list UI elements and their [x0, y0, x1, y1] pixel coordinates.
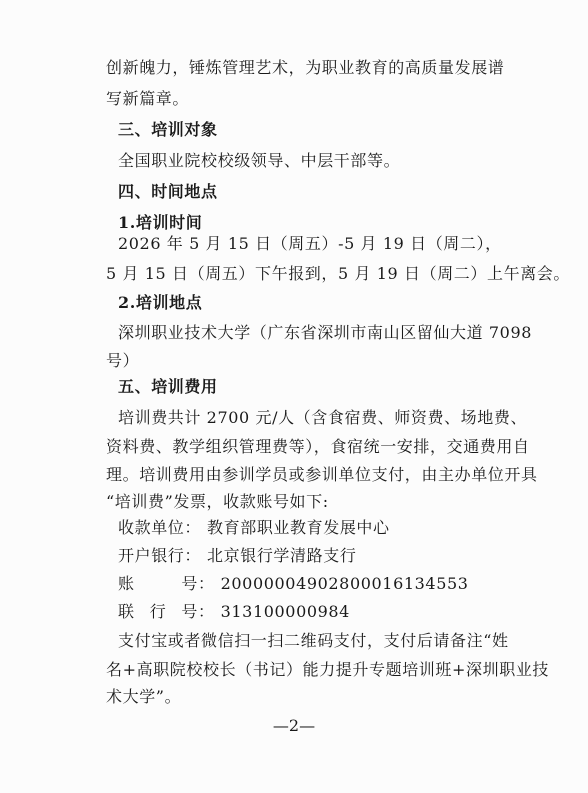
bank-code-row: [118, 601, 350, 623]
colon: ：: [198, 602, 215, 621]
paragraph-line: 全国职业院校校级领导、中层干部等。: [118, 151, 401, 170]
paragraph-line: 术大学”。: [106, 687, 182, 706]
payee-row: [118, 517, 390, 539]
section-heading-4: 四、时间地点: [118, 182, 218, 201]
paragraph-line: 理。培训费用由参训学员或参训单位支付，由主办单位开具: [106, 465, 538, 484]
paragraph-line: 培训费共计 2700 元/人（含食宿费、师资费、场地费、: [118, 408, 528, 427]
paragraph-line: 深圳职业技术大学（广东省深圳市南山区留仙大道 7098: [118, 323, 533, 342]
account-row: [118, 573, 469, 595]
colon: ：: [198, 574, 215, 593]
account-value: 20000004902800016134553: [220, 574, 469, 593]
paragraph-line: 5 月 15 日（周五）下午报到，5 月 19 日（周二）上午离会。: [106, 264, 570, 283]
paragraph-line: 支付宝或者微信扫一扫二维码支付，支付后请备注“姓: [118, 631, 509, 650]
subsection-heading-location: 2.培训地点: [118, 293, 203, 312]
paragraph-line: “培训费”发票，收款账号如下:: [106, 492, 329, 511]
payee-label: 收款单位: [118, 518, 185, 537]
paragraph-line: 2026 年 5 月 15 日（周五）-5 月 19 日（周二），: [118, 234, 502, 253]
account-label: 账号: [118, 574, 198, 593]
subsection-heading-time: 1.培训时间: [118, 213, 203, 232]
colon: ：: [184, 546, 202, 565]
paragraph-line: 号）: [106, 351, 140, 370]
section-heading-5: 五、培训费用: [118, 377, 218, 396]
payee-value: 教育部职业教育发展中心: [207, 518, 390, 537]
bank-label: 开户银行: [118, 546, 185, 565]
paragraph-line: 创新魄力，锤炼管理艺术，为职业教育的高质量发展谱: [106, 58, 505, 77]
bank-row: [118, 545, 356, 567]
bank-value: 北京银行学清路支行: [207, 546, 357, 565]
paragraph-line: 资料费、教学组织管理费等），食宿统一安排，交通费用自: [106, 437, 530, 456]
colon: ：: [184, 518, 202, 537]
paragraph-line: 名+高职院校校长（书记）能力提升专题培训班+深圳职业技: [106, 660, 550, 679]
section-heading-3: 三、培训对象: [118, 120, 218, 139]
page-number: —2—: [272, 716, 316, 735]
bank-code-label: 联行号: [118, 602, 198, 621]
paragraph-line: 写新篇章。: [106, 89, 190, 108]
bank-code-value: 313100000984: [220, 602, 350, 621]
